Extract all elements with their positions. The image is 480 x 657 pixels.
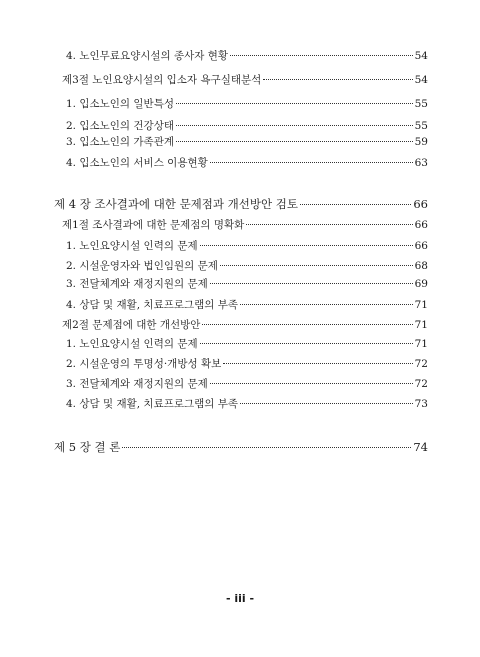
toc-leader-dots bbox=[200, 343, 413, 344]
toc-entry-title: 3. 전달체계와 재정지원의 문제 bbox=[66, 378, 208, 390]
toc-entry-title: 3. 입소노인의 가족관계 bbox=[66, 136, 174, 148]
toc-entry-page: 72 bbox=[414, 378, 428, 390]
toc-entry-title: 2. 시설운영자와 법인임원의 문제 bbox=[66, 260, 218, 272]
toc-chapter-title: 제 5 장 결 론 bbox=[54, 440, 121, 454]
toc-entry-title: 3. 전달체계와 재정지원의 문제 bbox=[66, 278, 208, 290]
toc-entry-page: 54 bbox=[414, 50, 428, 62]
toc-entry bbox=[66, 238, 428, 254]
toc-entry bbox=[66, 134, 428, 150]
toc-entry-page: 59 bbox=[414, 136, 428, 148]
toc-entry bbox=[66, 96, 428, 112]
toc-entry-page: 66 bbox=[414, 240, 428, 252]
toc-entry-page: 68 bbox=[414, 260, 428, 272]
toc-entry-page: 66 bbox=[414, 219, 428, 231]
toc-chapter bbox=[54, 196, 428, 212]
toc-entry-page: 55 bbox=[414, 120, 428, 132]
toc-entry bbox=[66, 376, 428, 392]
toc-leader-dots bbox=[246, 224, 412, 225]
toc-leader-dots bbox=[240, 304, 413, 305]
toc-leader-dots bbox=[210, 383, 413, 384]
toc-entry-page: 71 bbox=[414, 338, 428, 350]
toc-entry-title: 4. 입소노인의 서비스 이용현황 bbox=[66, 157, 208, 169]
toc-section bbox=[62, 217, 428, 233]
toc-leader-dots bbox=[220, 265, 413, 266]
toc-leader-dots bbox=[240, 403, 413, 404]
toc-entry-title: 1. 입소노인의 일반특성 bbox=[66, 98, 174, 110]
toc-entry bbox=[66, 336, 428, 352]
toc-section-title: 제1절 조사결과에 대한 문제점의 명확화 bbox=[62, 219, 245, 231]
toc-section-title: 제3절 노인요양시설의 입소자 욕구실태분석 bbox=[62, 74, 262, 86]
page-number: - iii - bbox=[225, 592, 255, 605]
toc-leader-dots bbox=[300, 204, 411, 205]
toc-entry bbox=[66, 118, 428, 134]
toc-entry-title: 2. 시설운영의 투명성·개방성 확보 bbox=[66, 358, 222, 370]
toc-entry-page: 66 bbox=[413, 197, 428, 211]
toc-entry-page: 54 bbox=[414, 74, 428, 86]
toc-entry bbox=[66, 396, 428, 412]
toc-leader-dots bbox=[176, 103, 413, 104]
toc-chapter bbox=[54, 439, 428, 455]
toc-entry-page: 55 bbox=[414, 98, 428, 110]
toc-section bbox=[62, 317, 428, 333]
toc-entry bbox=[66, 276, 428, 292]
toc-leader-dots bbox=[263, 79, 412, 80]
toc-leader-dots bbox=[210, 283, 413, 284]
toc-entry bbox=[66, 155, 428, 171]
toc-entry-title: 2. 입소노인의 건강상태 bbox=[66, 120, 174, 132]
toc-entry bbox=[66, 356, 428, 372]
toc-entry-page: 71 bbox=[414, 319, 428, 331]
toc-entry-title: 1. 노인요양시설 인력의 문제 bbox=[66, 338, 198, 350]
toc-entry-page: 73 bbox=[414, 398, 428, 410]
toc-entry-title: 4. 상담 및 재활, 치료프로그램의 부족 bbox=[66, 398, 239, 410]
toc-leader-dots bbox=[200, 245, 413, 246]
toc-entry-page: 74 bbox=[413, 440, 428, 454]
toc-leader-dots bbox=[210, 162, 413, 163]
toc-leader-dots bbox=[230, 55, 413, 56]
toc-leader-dots bbox=[176, 141, 413, 142]
toc-entry-title: 1. 노인요양시설 인력의 문제 bbox=[66, 240, 198, 252]
toc-entry bbox=[66, 297, 428, 313]
toc-leader-dots bbox=[176, 125, 413, 126]
toc-entry bbox=[66, 258, 428, 274]
toc-leader-dots bbox=[223, 363, 412, 364]
toc-entry-page: 71 bbox=[414, 299, 428, 311]
toc-chapter-title: 제 4 장 조사결과에 대한 문제점과 개선방안 검토 bbox=[54, 197, 298, 211]
toc-entry-page: 63 bbox=[414, 157, 428, 169]
toc-entry bbox=[66, 48, 428, 64]
toc-entry-page: 72 bbox=[414, 358, 428, 370]
toc-entry-page: 69 bbox=[414, 278, 428, 290]
toc-entry-title: 4. 노인무료요양시설의 종사자 현황 bbox=[66, 50, 229, 62]
toc-leader-dots bbox=[202, 324, 412, 325]
toc-entry-title: 4. 상담 및 재활, 치료프로그램의 부족 bbox=[66, 299, 239, 311]
toc-section-title: 제2절 문제점에 대한 개선방안 bbox=[62, 319, 201, 331]
toc-section bbox=[62, 72, 428, 88]
toc-leader-dots bbox=[122, 447, 411, 448]
